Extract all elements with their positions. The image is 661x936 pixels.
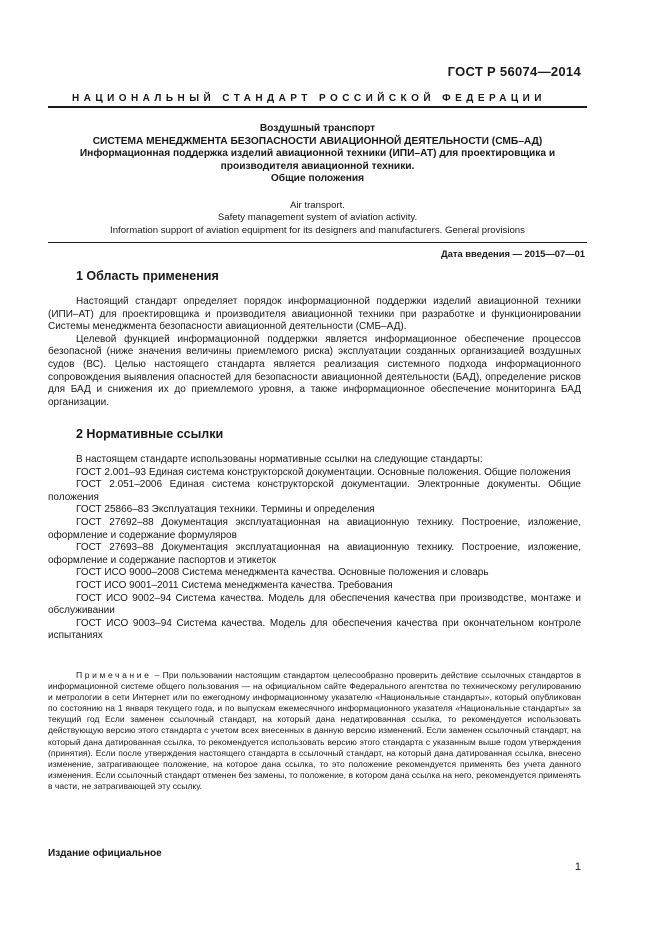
title-ru-line2: СИСТЕМА МЕНЕДЖМЕНТА БЕЗОПАСНОСТИ АВИАЦИОННОЙ ДЕЯТЕЛЬНОСТИ (СМБ–АД): [92, 135, 543, 147]
reference-item: ГОСТ ИСО 9003–94 Система качества. Модель для обеспечения качества при окончательном контроле испытаниях: [48, 617, 581, 642]
reference-item: ГОСТ 27692–88 Документация эксплуатационная на авиационную технику. Построение, изложение, оформление и содержание формуляров: [48, 516, 581, 541]
official-edition-label: Издание официальное: [48, 848, 162, 859]
russian-title: [48, 123, 587, 186]
reference-item: ГОСТ ИСО 9002–94 Система качества. Модель для обеспечения качества при производстве, монтаже и обслуживании: [48, 592, 581, 617]
title-en-line3: Information support of aviation equipment for its designers and manufacturers. General provisions: [110, 224, 525, 236]
introduction-date: Дата введения — 2015—07—01: [440, 248, 585, 259]
reference-item: ГОСТ 2.001–93 Единая система конструкторской документации. Основные положения. Общие положения: [76, 466, 571, 478]
title-en-line1: Air transport.: [290, 200, 345, 211]
national-standard-banner: НАЦИОНАЛЬНЫЙ СТАНДАРТ РОССИЙСКОЙ ФЕДЕРАЦИИ: [72, 93, 546, 104]
reference-item: ГОСТ ИСО 9000–2008 Система менеджмента качества. Основные положения и словарь: [76, 567, 489, 579]
section-1-heading: 1 Область применения: [76, 269, 219, 283]
references-intro: В настоящем стандарте использованы нормативные ссылки на следующие стандарты:: [76, 454, 483, 465]
title-divider: [48, 242, 587, 243]
section-1-paragraph-1: Настоящий стандарт определяет порядок информационной поддержки изделий авиационной техники (ИПИ–АТ) для проектировщика и производителя авиационной техники при разработке и функционировании Системы менеджмента безопасности авиационной деятельности (СМБ–АД).: [48, 296, 581, 333]
title-ru-line3: Информационная поддержка изделий авиационной техники (ИПИ–АТ) для проектировщика и: [79, 148, 556, 160]
note-text: – При пользовании настоящим стандартом целесообразно проверить действие ссылочных стандартов в информационной системе общего пользования — на официальном сайте Федерального агентства по техническому регулированию и метрологии в сети Интернет или по ежегодному информационному указателю «Национальные стандарты», который опубликован по состоянию на 1 января текущего года, и по выпускам ежемесячного информационного указателя «Национальные стандарты» за текущий год Если заменен ссылочный стандарт, на который дана недатированная ссылка, то рекомендуется использовать действующую версию этого стандарта с учетом всех внесенных в данную версию изменений. Если заменен ссылочный стандарт, на который дана датированная ссылка, то рекомендуется использовать версию этого стандарта с указанным выше годом утверждения (принятия). Если после утверждения настоящего стандарта в ссылочный стандарт, на который дана датированная ссылка, внесено изменение, затрагивающее положение, на которое дана ссылка, то это положение рекомендуется применять без учета данного изменения. Если ссылочный стандарт отменен без замены, то положение, в котором дана ссылка на него, рекомендуется применять в части, не затрагивающей эту ссылку.: [48, 670, 581, 791]
section-2-heading: 2 Нормативные ссылки: [76, 427, 224, 441]
references-note: [48, 670, 581, 792]
section-1-body: [48, 296, 581, 409]
title-ru-line5: Общие положения: [270, 173, 365, 185]
section-1-paragraph-2: Целевой функцией информационной поддержки является информационное обеспечение процессов безопасной (ниже значения величины приемлемого риска) эксплуатации созданных организацией воздушных судов (ВС). Целью настоящего стандарта является реализация системного подхода информационного сопровождения выявления опасностей для безопасности авиационной деятельности (БАД), определение рисков для БАД и снижения их до приемлемого уровня, а также информационное обеспечение мониторинга БАД организации.: [48, 333, 581, 408]
page-number: 1: [574, 861, 581, 873]
reference-item: ГОСТ 27693–88 Документация эксплуатационная на авиационную технику. Построение, изложение, оформление и содержание паспортов и этикеток: [48, 542, 581, 566]
note-label: Примечание: [76, 670, 152, 680]
reference-item: ГОСТ 2.051–2006 Единая система конструкторской документации. Электронные документы. Общие положения: [48, 479, 581, 503]
reference-item: ГОСТ ИСО 9001–2011 Система менеджмента качества. Требования: [76, 579, 393, 591]
title-ru-line4: производителя авиационной техники.: [220, 160, 415, 172]
section-2-body: [48, 454, 581, 643]
title-en-line2: Safety management system of aviation activity.: [217, 212, 418, 224]
reference-item: ГОСТ 25866–83 Эксплуатация техники. Термины и определения: [76, 504, 375, 516]
header-divider: [48, 106, 587, 108]
title-ru-line1: Воздушный транспорт: [259, 123, 376, 134]
english-title: [48, 200, 587, 237]
document-code: ГОСТ Р 56074—2014: [447, 64, 581, 79]
